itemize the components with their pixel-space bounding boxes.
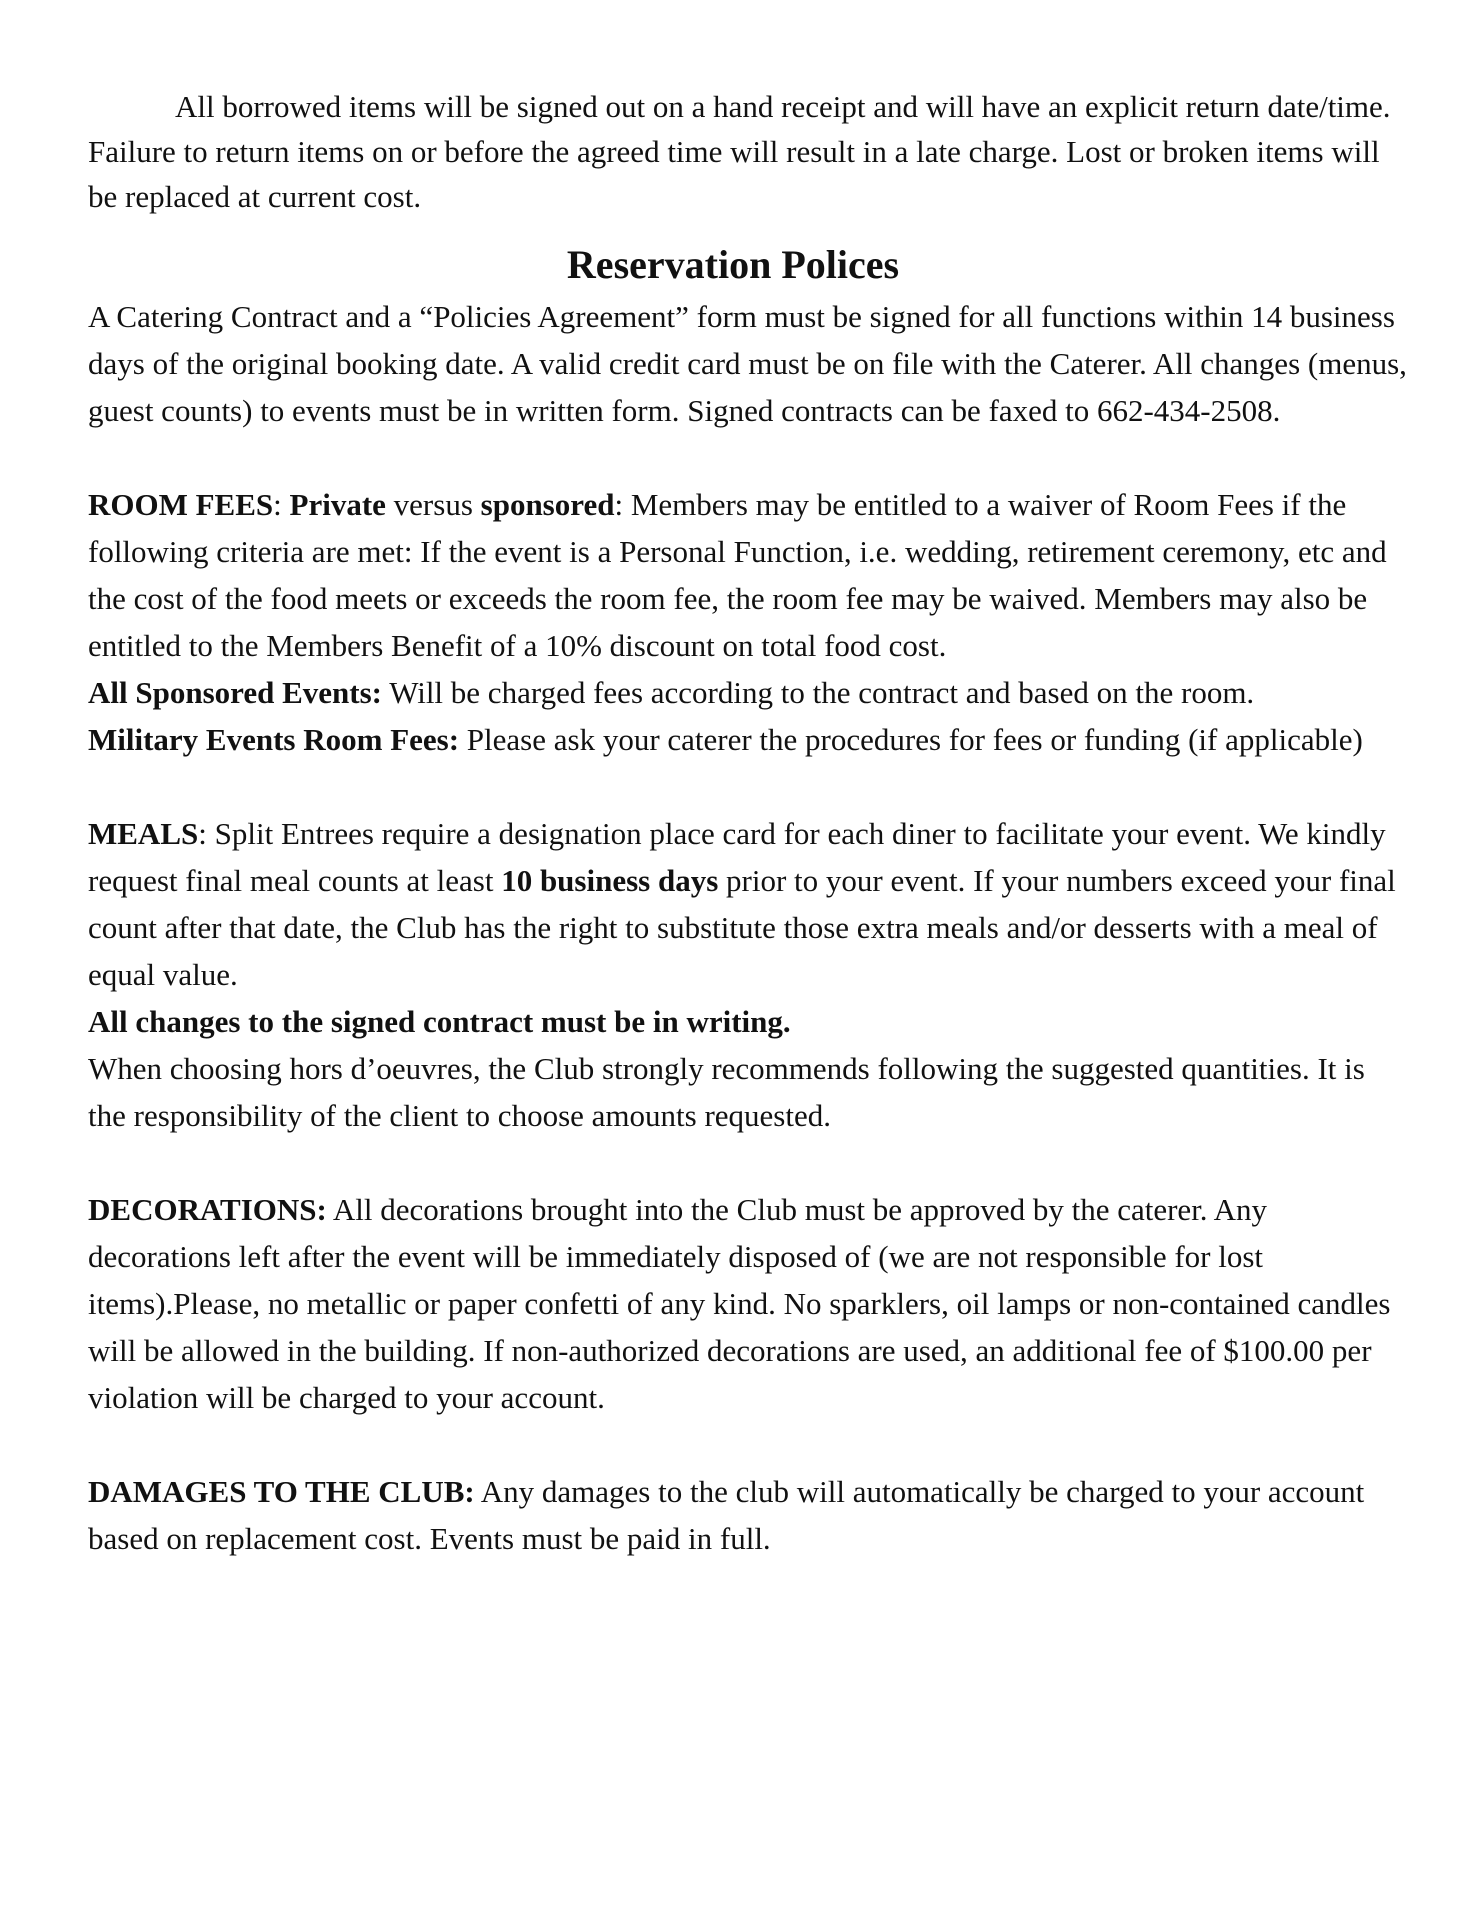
decorations-paragraph [88, 1186, 1408, 1421]
reservation-paragraph: A Catering Contract and a “Policies Agreement” form must be signed for all functions within 14 business days of the original booking date. A valid credit card must be on file with the Caterer. All changes (menus, guest counts) to events must be in written form. Signed contracts can be faxed to 662-434-2508. [88, 299, 1407, 428]
policy-document [88, 84, 1408, 1562]
intro-paragraph: All borrowed items will be signed out on a hand receipt and will have an explicit return date/time. Failure to return items on or before the agreed time will result in a late charge. Lost or broken items will be replaced at current cost. [88, 89, 1391, 214]
damages-paragraph [88, 1468, 1408, 1562]
spacer [88, 1421, 1408, 1468]
meals-heading: MEALS [88, 816, 199, 851]
sponsored-events-heading: All Sponsored Events: [88, 675, 382, 710]
spacer [88, 1139, 1408, 1186]
damages-body: Any damages to the club will automatically be charged to your account based on replacement cost. Events must be paid in full. [88, 1474, 1365, 1556]
meals-body-2: prior to your event. If your numbers exceed your final count after that date, the Club has the right to substitute those extra meals and/or desserts with a meal of equal value. [88, 863, 1396, 992]
hors-doeuvres-paragraph: When choosing hors d’oeuvres, the Club strongly recommends following the suggested quantities. It is the responsibility of the client to choose amounts requested. [88, 1051, 1365, 1133]
room-fees-heading: ROOM FEES [88, 487, 274, 522]
military-events-heading: Military Events Room Fees: [88, 722, 460, 757]
damages-heading: DAMAGES TO THE CLUB: [88, 1474, 475, 1509]
room-fees-separator: : [273, 487, 290, 522]
room-fees-sponsored: sponsored [480, 487, 615, 522]
sponsored-events-body: Will be charged fees according to the contract and based on the room. [382, 675, 1255, 710]
room-fees-private: Private [289, 487, 386, 522]
spacer [88, 763, 1408, 810]
room-fees-versus: versus [385, 487, 481, 522]
room-fees-body: : Members may be entitled to a waiver of Room Fees if the following criteria are met: If the event is a Personal Function, i.e. wedding, retirement ceremony, etc and the cost of the food meets or exceeds the room fee, the room fee may be waived. Members may also be entitled to the Members Benefit of a 10% discount on total food cost. [88, 487, 1387, 663]
changes-notice-text: All changes to the signed contract must be in writing. [88, 1004, 791, 1039]
changes-notice [88, 998, 1408, 1045]
decorations-body: All decorations brought into the Club must be approved by the caterer. Any decorations left after the event will be immediately disposed of (we are not responsible for lost items).Please, no metallic or paper confetti of any kind. No sparklers, oil lamps or non-contained candles will be allowed in the building. If non-authorized decorations are used, an additional fee of $100.00 per violation will be charged to your account. [88, 1192, 1391, 1415]
decorations-heading: DECORATIONS: [88, 1192, 327, 1227]
page-title: Reservation Polices [566, 242, 900, 287]
room-fees-paragraph [88, 481, 1408, 669]
spacer [88, 434, 1408, 481]
military-events-body: Please ask your caterer the procedures for fees or funding (if applicable) [459, 722, 1363, 757]
meals-emphasis: 10 business days [501, 863, 719, 898]
meals-paragraph [88, 810, 1408, 998]
military-events-paragraph [88, 716, 1408, 763]
sponsored-events-paragraph [88, 669, 1408, 716]
meals-body-1: : Split Entrees require a designation place card for each diner to facilitate your event. We kindly request final meal counts at least [88, 816, 1386, 898]
